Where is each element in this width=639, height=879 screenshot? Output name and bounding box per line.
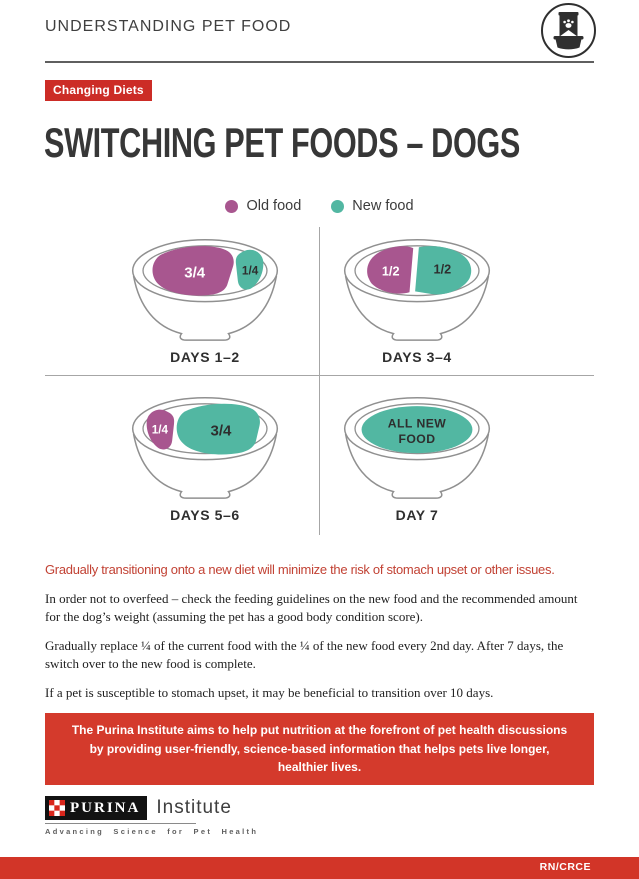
bowl-days-1-2	[125, 235, 285, 365]
document-code: RN/CRCE	[539, 861, 591, 873]
bowl-caption: DAYS 5–6	[170, 507, 240, 523]
old-food-swatch-icon	[225, 200, 238, 213]
bowl-caption: DAY 7	[395, 507, 439, 523]
new-food-fraction-label: 1/4	[241, 264, 259, 278]
bowl-days-3-4	[337, 235, 497, 365]
legend-item-new-food	[331, 198, 413, 214]
logo-divider	[45, 823, 196, 824]
bowl-days-5-6	[125, 393, 285, 523]
purina-institute-callout	[45, 713, 594, 785]
all-new-food-label-line2: FOOD	[398, 431, 436, 446]
bowl-caption: DAYS 3–4	[382, 349, 452, 365]
highlight-sentence: Gradually transitioning onto a new diet will minimize the risk of stomach upset or other issues.	[45, 562, 555, 577]
old-food-fraction-label: 3/4	[184, 264, 206, 282]
paragraph-replace-quarter: Gradually replace ¼ of the current food with the ¼ of the new food every 2nd day. After 7 days, the switch over to the new food is complete.	[45, 637, 564, 672]
purina-wordmark	[45, 796, 147, 820]
logo-tagline: Advancing Science for Pet Health	[45, 827, 259, 836]
old-food-fraction-label: 1/2	[381, 264, 400, 279]
callout-text: The Purina Institute aims to help put nutrition at the forefront of pet health discussions by providing user-friendly, science-based information that helps pets live longer, healthier lives.	[71, 723, 568, 775]
old-food-fraction-label: 1/4	[151, 423, 169, 437]
page-header-title: UNDERSTANDING PET FOOD	[45, 18, 292, 35]
legend-label-new: New food	[352, 198, 414, 214]
purina-brand-text: PURINA	[70, 799, 141, 816]
new-food-swatch-icon	[331, 200, 344, 213]
legend	[0, 198, 639, 214]
paragraph-susceptible: If a pet is susceptible to stomach upset, it may be beneficial to transition over 10 days.	[45, 684, 494, 700]
bottom-red-bar	[0, 857, 639, 879]
bowl-diagram-grid	[0, 225, 639, 545]
header-divider	[45, 61, 594, 63]
new-food-fraction-label: 1/2	[433, 262, 452, 277]
purina-checkerboard-icon	[49, 800, 65, 816]
bowl-caption: DAYS 1–2	[170, 349, 240, 365]
quadrant-horizontal-divider	[45, 375, 594, 376]
page-title: SWITCHING PET FOODS – DOGS	[44, 119, 521, 166]
pet-food-bag-bowl-icon	[540, 2, 597, 59]
institute-text: Institute	[156, 797, 232, 818]
quadrant-vertical-divider	[319, 227, 320, 535]
bowl-day-7	[337, 393, 497, 523]
legend-item-old-food	[225, 198, 301, 214]
legend-label-old: Old food	[246, 198, 302, 214]
section-badge: Changing Diets	[45, 80, 152, 101]
new-food-fraction-label: 3/4	[210, 422, 232, 440]
all-new-food-label-line1: ALL NEW	[387, 416, 447, 431]
paragraph-overfeed: In order not to overfeed – check the feeding guidelines on the new food and the recommended amount for the dog’s weight (assuming the pet has a good body condition score).	[45, 591, 578, 625]
purina-institute-logo	[45, 796, 232, 820]
body-paragraphs	[45, 590, 594, 712]
